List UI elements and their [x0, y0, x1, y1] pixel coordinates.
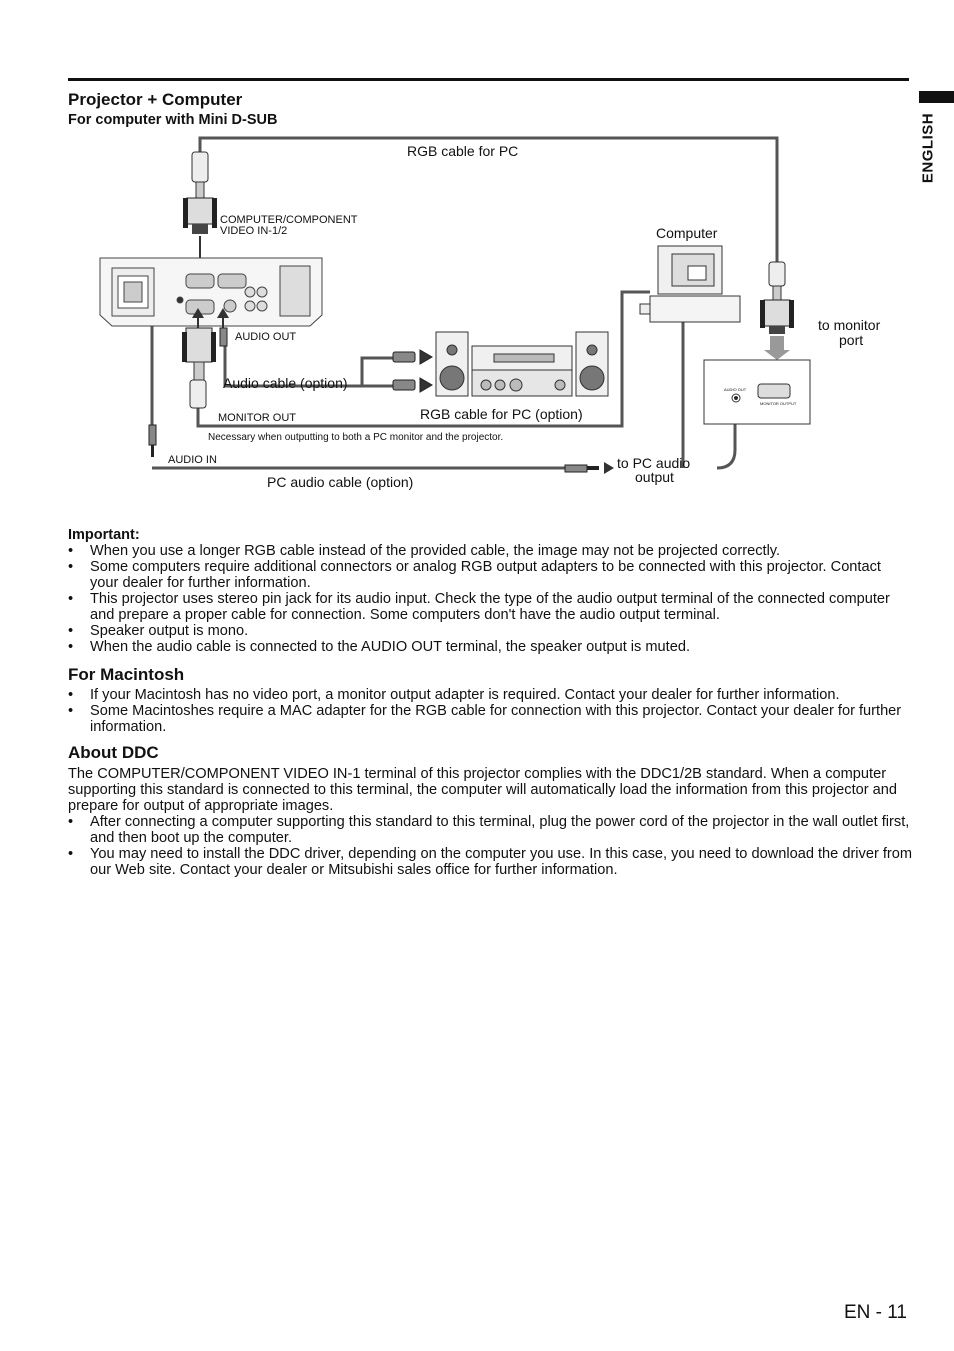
monitor-port-connector	[760, 262, 794, 360]
audio-out-label: AUDIO OUT	[235, 331, 297, 343]
important-title: Important:	[68, 527, 140, 543]
computer-component-label-2: VIDEO IN-1/2	[220, 225, 288, 237]
projector-body	[100, 258, 322, 326]
audio-system	[436, 332, 608, 396]
language-tab-label: ENGLISH	[919, 112, 937, 184]
list-item: • You may need to install the DDC driver, depending on the computer you use. In this case, you need to download the driver from our Web site. Contact your dealer or Mitsubishi sales office for further information.	[68, 846, 913, 878]
to-monitor-port-label-2: port	[839, 332, 864, 348]
computer-illustration	[640, 246, 740, 322]
rgb-cable-option-label: RGB cable for PC (option)	[420, 406, 583, 422]
list-item: • Some Macintoshes require a MAC adapter for the RGB cable for connection with this projector. Contact your dealer for further information.	[68, 703, 913, 735]
subsection-title: For computer with Mini D-SUB	[68, 112, 278, 128]
page-number: EN - 11	[844, 1302, 908, 1323]
ddc-paragraph: The COMPUTER/COMPONENT VIDEO IN-1 terminal of this projector complies with the DDC1/2B standard. When a computer supporting this standard is connected to this terminal, the computer will automatically load the information from this projector and prepare for output of appropriate images.	[68, 766, 898, 814]
rgb-top-connector	[183, 152, 217, 272]
audio-cable-label: Audio cable (option)	[223, 375, 348, 391]
audio-in-label: AUDIO IN	[168, 454, 217, 466]
list-item: • When you use a longer RGB cable instead of the provided cable, the image may not be projected correctly.	[68, 543, 913, 559]
necessary-note: Necessary when outputting to both a PC monitor and the projector.	[208, 432, 504, 443]
audio-in-plug	[149, 425, 156, 457]
list-item: • This projector uses stereo pin jack for its audio input. Check the type of the audio output terminal of the connected computer and prepare a proper cable for connection. Some computers don't have the audio output terminal.	[68, 591, 913, 623]
macintosh-list	[68, 687, 913, 735]
important-section	[68, 527, 913, 655]
list-item: • Some computers require additional connectors or analog RGB output adapters to be connected with this projector. Contact your dealer for further information.	[68, 559, 913, 591]
computer-component-label-1: COMPUTER/COMPONENT	[220, 214, 358, 226]
rgb-cable-label: RGB cable for PC	[407, 143, 519, 159]
list-item: • After connecting a computer supporting this standard to this terminal, plug the power cord of the projector in the wall outlet first, and then boot up the computer.	[68, 814, 913, 846]
to-monitor-port-label-1: to monitor	[818, 317, 881, 333]
list-item: • When the audio cable is connected to the AUDIO OUT terminal, the speaker output is muted.	[68, 639, 913, 655]
pc-audio-cable-label: PC audio cable (option)	[267, 474, 414, 490]
section-title: Projector + Computer	[68, 90, 243, 109]
ddc-title: About DDC	[68, 743, 159, 762]
macintosh-title: For Macintosh	[68, 665, 185, 684]
macintosh-section	[68, 687, 913, 735]
to-pc-audio-label-1: to PC audio	[617, 455, 691, 471]
important-list	[68, 543, 913, 655]
computer-label: Computer	[656, 225, 718, 241]
pc-audio-plug	[565, 462, 614, 474]
monitor-out-label: MONITOR OUT	[218, 412, 297, 424]
ddc-list	[68, 814, 913, 878]
list-item: • Speaker output is mono.	[68, 623, 913, 639]
list-item: • If your Macintosh has no video port, a monitor output adapter is required. Contact your dealer for further information.	[68, 687, 913, 703]
ddc-section	[68, 766, 913, 878]
rca-plugs	[393, 350, 432, 392]
pc-panel-audio-out-label: AUDIO OUT	[724, 387, 747, 392]
to-pc-audio-label-2: output	[635, 469, 674, 485]
pc-panel-monitor-output-label: MONITOR OUTPUT	[760, 401, 797, 406]
pc-rear-panel	[704, 360, 810, 424]
